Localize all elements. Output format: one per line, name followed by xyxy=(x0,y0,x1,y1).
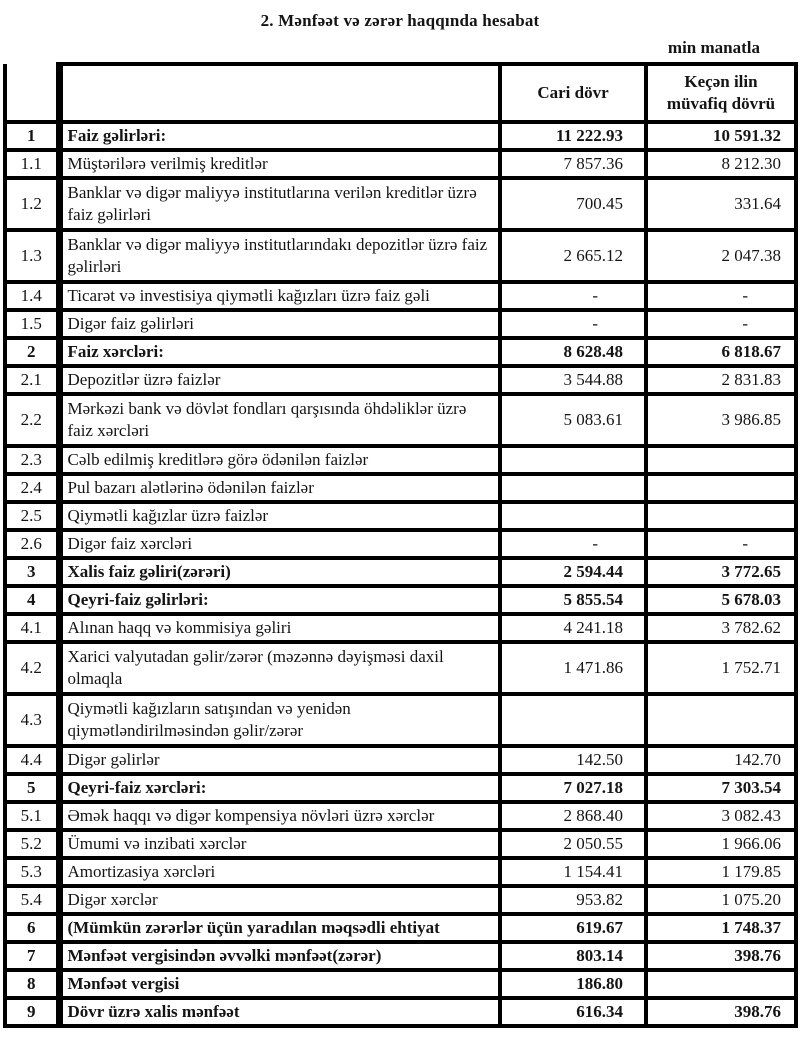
table-row xyxy=(5,150,796,178)
table-row xyxy=(5,122,796,150)
row-label: Qeyri-faiz xərcləri: xyxy=(59,774,500,802)
value-current: - xyxy=(500,310,646,338)
table-row xyxy=(5,230,796,282)
row-label: Mənfəət vergisindən əvvəlki mənfəət(zərər) xyxy=(59,942,500,970)
profit-loss-table xyxy=(3,62,798,1028)
row-number: 4 xyxy=(5,586,59,614)
value-current xyxy=(500,502,646,530)
header-row xyxy=(5,64,796,122)
row-label: Alınan haqq və kommisiya gəliri xyxy=(59,614,500,642)
row-number: 8 xyxy=(5,970,59,998)
value-current: 1 154.41 xyxy=(500,858,646,886)
value-previous: 2 831.83 xyxy=(646,366,796,394)
value-current: 3 544.88 xyxy=(500,366,646,394)
value-previous: 1 075.20 xyxy=(646,886,796,914)
row-label: Faiz gəlirləri: xyxy=(59,122,500,150)
value-previous: 6 818.67 xyxy=(646,338,796,366)
row-label: Banklar və digər maliyyə institutlarına verilən kreditlər üzrə faiz gəlirləri xyxy=(59,178,500,230)
value-previous: 3 772.65 xyxy=(646,558,796,586)
row-number: 4.4 xyxy=(5,746,59,774)
row-label: Xarici valyutadan gəlir/zərər (məzənnə dəyişməsi daxil olmaqla xyxy=(59,642,500,694)
row-number: 9 xyxy=(5,998,59,1026)
value-previous: 1 752.71 xyxy=(646,642,796,694)
value-previous: 5 678.03 xyxy=(646,586,796,614)
value-current: 186.80 xyxy=(500,970,646,998)
table-row xyxy=(5,614,796,642)
table-row xyxy=(5,694,796,746)
value-previous: 10 591.32 xyxy=(646,122,796,150)
table-row xyxy=(5,830,796,858)
value-current: 700.45 xyxy=(500,178,646,230)
value-current: 5 083.61 xyxy=(500,394,646,446)
row-label: Ümumi və inzibati xərclər xyxy=(59,830,500,858)
table-row xyxy=(5,474,796,502)
row-label: (Mümkün zərərlər üçün yaradılan məqsədli ehtiyat xyxy=(59,914,500,942)
row-number: 1.1 xyxy=(5,150,59,178)
table-row xyxy=(5,942,796,970)
value-current: 2 594.44 xyxy=(500,558,646,586)
row-label: Amortizasiya xərcləri xyxy=(59,858,500,886)
value-current xyxy=(500,446,646,474)
value-current: 142.50 xyxy=(500,746,646,774)
value-current: 5 855.54 xyxy=(500,586,646,614)
value-current xyxy=(500,474,646,502)
row-label: Xalis faiz gəliri(zərəri) xyxy=(59,558,500,586)
row-number: 1.3 xyxy=(5,230,59,282)
table-row xyxy=(5,446,796,474)
row-number: 4.3 xyxy=(5,694,59,746)
value-current: 619.67 xyxy=(500,914,646,942)
row-number: 2.2 xyxy=(5,394,59,446)
column-header-current: Cari dövr xyxy=(500,64,646,122)
row-number: 5.1 xyxy=(5,802,59,830)
header-number-cell xyxy=(5,64,59,122)
row-number: 3 xyxy=(5,558,59,586)
value-previous: 398.76 xyxy=(646,942,796,970)
value-previous: - xyxy=(646,310,796,338)
table-row xyxy=(5,366,796,394)
table-row xyxy=(5,998,796,1026)
value-current xyxy=(500,694,646,746)
table-row xyxy=(5,282,796,310)
table-row xyxy=(5,802,796,830)
value-previous: 8 212.30 xyxy=(646,150,796,178)
row-number: 2.3 xyxy=(5,446,59,474)
value-previous: 142.70 xyxy=(646,746,796,774)
unit-note: min manatla xyxy=(667,38,760,57)
value-current: 616.34 xyxy=(500,998,646,1026)
row-label: Qiymətli kağızlar üzrə faizlər xyxy=(59,502,500,530)
value-current: 803.14 xyxy=(500,942,646,970)
row-label: Ticarət və investisiya qiymətli kağızları üzrə faiz gəli xyxy=(59,282,500,310)
table-body xyxy=(5,122,796,1026)
row-label: Digər faiz gəlirləri xyxy=(59,310,500,338)
value-current: 4 241.18 xyxy=(500,614,646,642)
table-row xyxy=(5,530,796,558)
table-row xyxy=(5,394,796,446)
row-number: 2.6 xyxy=(5,530,59,558)
column-header-previous: Keçən ilin müvafiq dövrü xyxy=(646,64,796,122)
value-previous: - xyxy=(646,282,796,310)
row-label: Əmək haqqı və digər kompensiya növləri üzrə xərclər xyxy=(59,802,500,830)
table-row xyxy=(5,310,796,338)
row-number: 2.5 xyxy=(5,502,59,530)
table-row xyxy=(5,914,796,942)
row-label: Pul bazarı alətlərinə ödənilən faizlər xyxy=(59,474,500,502)
table-row xyxy=(5,502,796,530)
row-label: Mərkəzi bank və dövlət fondları qarşısında öhdəliklər üzrə faiz xərcləri xyxy=(59,394,500,446)
row-label: Müştərilərə verilmiş kreditlər xyxy=(59,150,500,178)
row-number: 4.2 xyxy=(5,642,59,694)
value-current: 2 868.40 xyxy=(500,802,646,830)
table-row xyxy=(5,970,796,998)
report-title: 2. Mənfəət və zərər haqqında hesabat xyxy=(260,11,540,30)
value-current: 953.82 xyxy=(500,886,646,914)
value-previous: 3 986.85 xyxy=(646,394,796,446)
row-label: Dövr üzrə xalis mənfəət xyxy=(59,998,500,1026)
row-number: 5 xyxy=(5,774,59,802)
row-number: 1.5 xyxy=(5,310,59,338)
row-label: Digər gəlirlər xyxy=(59,746,500,774)
header-label-cell xyxy=(59,64,500,122)
value-previous: 1 966.06 xyxy=(646,830,796,858)
row-label: Cəlb edilmiş kreditlərə görə ödənilən faizlər xyxy=(59,446,500,474)
row-number: 4.1 xyxy=(5,614,59,642)
value-previous: 7 303.54 xyxy=(646,774,796,802)
value-previous: 331.64 xyxy=(646,178,796,230)
table-row xyxy=(5,586,796,614)
row-number: 5.4 xyxy=(5,886,59,914)
table-row xyxy=(5,338,796,366)
value-previous: 3 082.43 xyxy=(646,802,796,830)
row-label: Depozitlər üzrə faizlər xyxy=(59,366,500,394)
table-row xyxy=(5,858,796,886)
value-previous xyxy=(646,502,796,530)
value-current: 8 628.48 xyxy=(500,338,646,366)
row-number: 5.3 xyxy=(5,858,59,886)
row-number: 7 xyxy=(5,942,59,970)
row-number: 2 xyxy=(5,338,59,366)
row-label: Banklar və digər maliyyə institutlarındakı depozitlər üzrə faiz gəlirləri xyxy=(59,230,500,282)
row-number: 1 xyxy=(5,122,59,150)
value-previous: 1 179.85 xyxy=(646,858,796,886)
row-label: Faiz xərcləri: xyxy=(59,338,500,366)
value-current: 7 857.36 xyxy=(500,150,646,178)
value-previous: 398.76 xyxy=(646,998,796,1026)
value-current: 11 222.93 xyxy=(500,122,646,150)
row-number: 2.1 xyxy=(5,366,59,394)
row-label: Qeyri-faiz gəlirləri: xyxy=(59,586,500,614)
row-label: Digər xərclər xyxy=(59,886,500,914)
row-number: 2.4 xyxy=(5,474,59,502)
table-row xyxy=(5,746,796,774)
value-current: - xyxy=(500,282,646,310)
value-previous: 3 782.62 xyxy=(646,614,796,642)
value-current: 1 471.86 xyxy=(500,642,646,694)
table-row xyxy=(5,558,796,586)
value-previous xyxy=(646,970,796,998)
table-row xyxy=(5,642,796,694)
table-row xyxy=(5,178,796,230)
row-label: Digər faiz xərcləri xyxy=(59,530,500,558)
row-label: Mənfəət vergisi xyxy=(59,970,500,998)
row-number: 6 xyxy=(5,914,59,942)
value-current: 2 665.12 xyxy=(500,230,646,282)
value-previous: 1 748.37 xyxy=(646,914,796,942)
table-row xyxy=(5,774,796,802)
value-current: 2 050.55 xyxy=(500,830,646,858)
row-number: 5.2 xyxy=(5,830,59,858)
value-previous: - xyxy=(646,530,796,558)
value-previous xyxy=(646,446,796,474)
row-number: 1.4 xyxy=(5,282,59,310)
value-previous xyxy=(646,694,796,746)
table-row xyxy=(5,886,796,914)
row-label: Qiymətli kağızların satışından və yenidən qiymətləndirilməsindən gəlir/zərər xyxy=(59,694,500,746)
value-current: - xyxy=(500,530,646,558)
row-number: 1.2 xyxy=(5,178,59,230)
value-previous: 2 047.38 xyxy=(646,230,796,282)
value-previous xyxy=(646,474,796,502)
value-current: 7 027.18 xyxy=(500,774,646,802)
